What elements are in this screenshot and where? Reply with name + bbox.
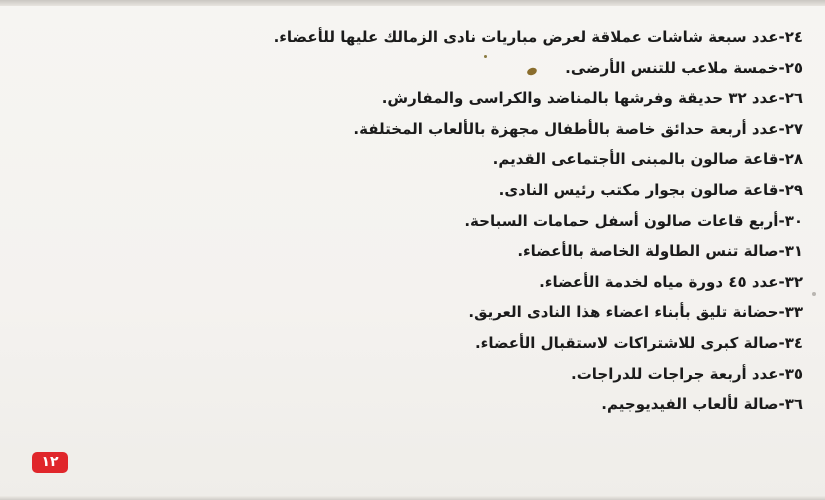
- list-item: ٢٩-قاعة صالون بجوار مكتب رئيس النادى.: [498, 180, 803, 199]
- page-number-badge: ١٢: [32, 452, 68, 473]
- list-item: ٣٥-عدد أربعة جراجات للدراجات.: [571, 364, 803, 383]
- list-item: ٣٠-أربع قاعات صالون أسفل حمامات السباحة.: [464, 211, 803, 230]
- list-item: ٢٤-عدد سبعة شاشات عملاقة لعرض مباريات نادى الزمالك عليها للأعضاء.: [273, 28, 803, 46]
- list-item: ٣٢-عدد ٤٥ دورة مياه لخدمة الأعضاء.: [539, 272, 803, 291]
- list-item: ٢٧-عدد أربعة حدائق خاصة بالأطفال مجهزة بالألعاب المختلفة.: [353, 119, 803, 138]
- list-item: ٣٣-حضانة تليق بأبناء اعضاء هذا النادى العريق.: [468, 303, 803, 322]
- list-item: ٣٤-صالة كبرى للاشتراكات لاستقبال الأعضاء.: [474, 333, 803, 352]
- list-item: ٢٦-عدد ٣٢ حديقة وفرشها بالمناضد والكراسى والمفارش.: [381, 89, 803, 108]
- list-item: ٣١-صالة تنس الطاولة الخاصة بالأعضاء.: [517, 242, 803, 261]
- list-item: ٣٦-صالة لألعاب الفيديوجيم.: [601, 395, 803, 414]
- scan-bottom-edge: [0, 496, 825, 500]
- list-item: ٢٨-قاعة صالون بالمبنى الأجتماعى القديم.: [492, 150, 803, 169]
- facilities-list: [43, 22, 803, 420]
- list-item: ٢٥-خمسة ملاعب للتنس الأرضى.: [565, 58, 803, 77]
- paper-speck: [812, 292, 816, 296]
- scan-top-edge: [0, 0, 825, 6]
